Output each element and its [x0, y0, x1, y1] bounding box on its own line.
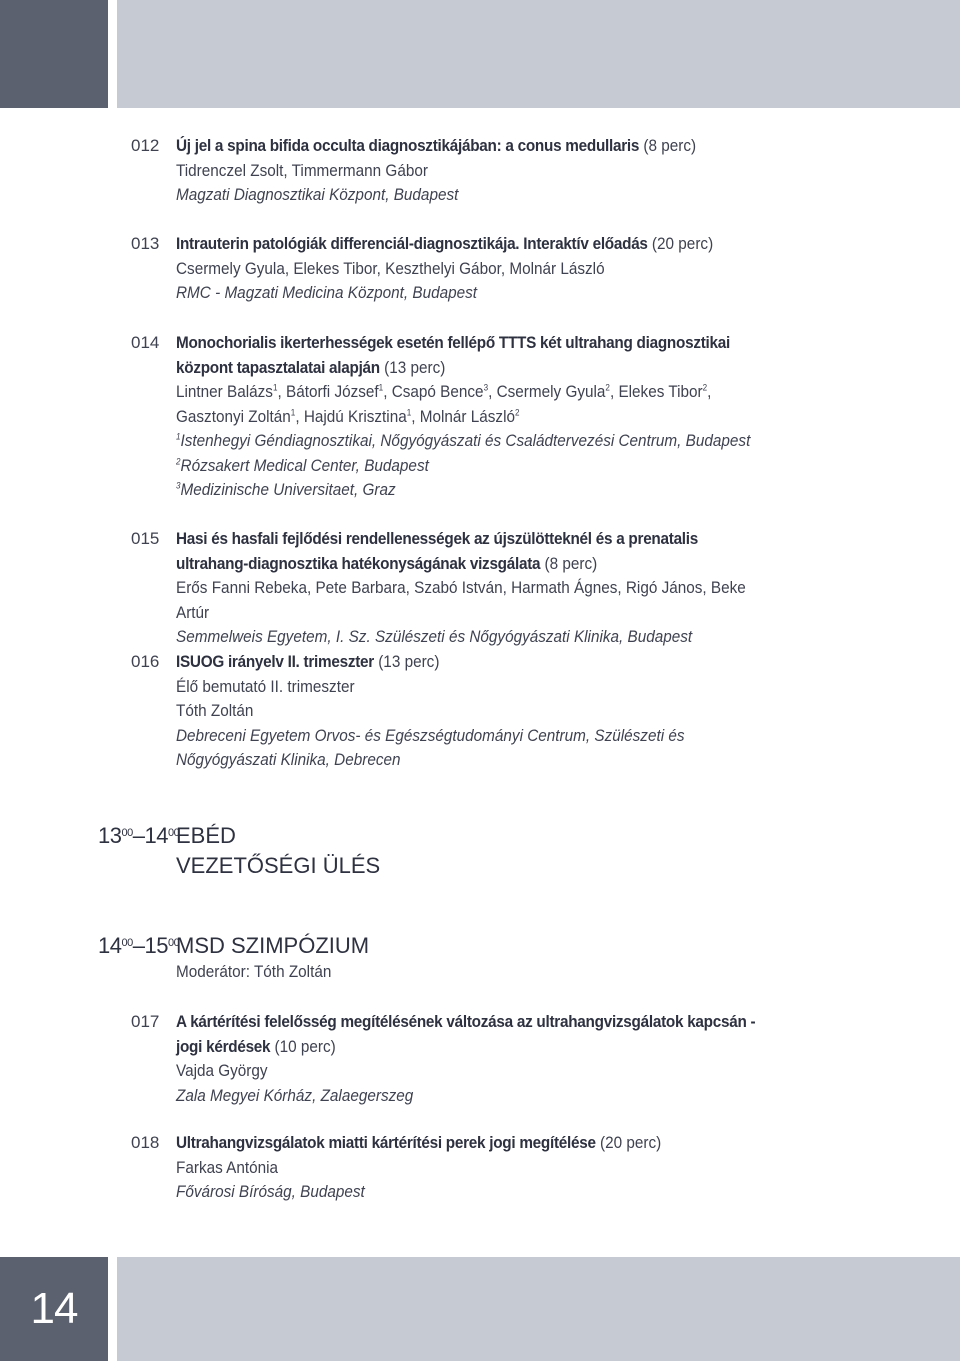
talk-number: 018	[131, 1133, 160, 1152]
talk-authors: Tóth Zoltán	[176, 701, 254, 720]
talk-duration: (20 perc)	[647, 234, 714, 253]
talk-015	[176, 527, 770, 650]
talk-duration: (13 perc)	[373, 652, 440, 671]
talk-affiliation: Debreceni Egyetem Orvos- és Egészségtudományi Centrum, Szülészeti és Nőgyógyászati Klinika, Debrecen	[176, 725, 685, 769]
talk-affiliation: RMC - Magzati Medicina Központ, Budapest	[176, 283, 478, 302]
talk-title: A kártérítési felelősség megítélésének változása az ultrahangvizsgálatok kapcsán - jogi kérdések	[176, 1012, 756, 1056]
talk-012	[176, 134, 770, 208]
talk-title: Ultrahangvizsgálatok miatti kártérítési perek jogi megítélése	[176, 1133, 596, 1152]
talk-title: ISUOG irányelv II. trimeszter	[176, 652, 374, 671]
talk-affiliation: Fővárosi Bíróság, Budapest	[176, 1182, 365, 1201]
talk-authors: Lintner Balázs$^1$, Bátorfi József$^1$, Csapó Bence$^3$, Csermely Gyula$^2$, Elekes Tibor$^2$, Gasztonyi Zoltán$^1$, Hajdú Krisztina$^1$, Molnár László$^2$	[176, 382, 712, 426]
talk-duration: (8 perc)	[540, 553, 598, 573]
talk-016	[176, 650, 770, 773]
talk-014	[176, 331, 770, 503]
talk-number: 015	[131, 529, 160, 548]
talk-subtitle: Élő bemutató II. trimeszter	[176, 676, 355, 696]
talk-authors: Erős Fanni Rebeka, Pete Barbara, Szabó István, Harmath Ágnes, Rigó János, Beke Artúr	[176, 578, 746, 622]
symposium-time: $14^{00}-15^{00}$	[98, 933, 180, 958]
talk-affiliation: Zala Megyei Kórház, Zalaegerszeg	[176, 1085, 414, 1105]
talk-013	[176, 232, 770, 306]
talk-title: Monochorialis ikerterhességek esetén fellépő TTTS két ultrahang diagnosztikai központ tapasztalatai alapján	[176, 333, 730, 377]
talk-duration: (10 perc)	[270, 1036, 336, 1056]
talk-authors: Farkas Antónia	[176, 1157, 279, 1177]
talk-017	[176, 1010, 770, 1108]
section-title-board: VEZETŐSÉGI ÜLÉS	[176, 853, 381, 878]
talk-affiliation: $^1$Istenhegyi Géndiagnosztikai, Nőgyógyászati és Családtervezési Centrum, Budapest	[176, 431, 751, 450]
talk-title: Hasi és hasfali fejlődési rendellenességek az újszülötteknél és a prenatalis ultrahang-diagnosztika hatékonyságának vizsgálata	[176, 529, 699, 573]
talk-title: Intrauterin patológiák differenciál-diagnosztikája. Interaktív előadás	[176, 234, 648, 253]
header-light-band	[117, 0, 960, 108]
talk-duration: (13 perc)	[379, 357, 446, 377]
talk-authors: Tidrenczel Zsolt, Timmermann Gábor	[176, 160, 428, 180]
section-title-lunch: EBÉD	[176, 823, 236, 848]
moderator: Moderátor: Tóth Zoltán	[176, 962, 332, 981]
lunch-time: $13^{00}-14^{00}$	[98, 823, 180, 848]
talk-authors: Vajda György	[176, 1061, 268, 1080]
section-title-symposium: MSD SZIMPÓZIUM	[176, 933, 370, 958]
talk-018	[176, 1131, 770, 1205]
talk-affiliation: $^2$Rózsakert Medical Center, Budapest	[176, 455, 429, 475]
talk-affiliation: Magzati Diagnosztikai Központ, Budapest	[176, 185, 459, 204]
talk-authors: Csermely Gyula, Elekes Tibor, Keszthelyi Gábor, Molnár László	[176, 258, 605, 278]
page-number: 14	[30, 1284, 78, 1333]
talk-number: 016	[131, 652, 160, 671]
talk-duration: (8 perc)	[639, 136, 697, 155]
talk-number: 013	[131, 234, 160, 253]
talk-affiliation: $^3$Medizinische Universitaet, Graz	[176, 480, 396, 499]
talk-duration: (20 perc)	[595, 1133, 662, 1152]
header-dark-block	[0, 0, 108, 108]
footer-light-band	[117, 1257, 960, 1361]
talk-number: 012	[131, 136, 160, 155]
talk-number: 017	[131, 1012, 160, 1031]
talk-affiliation: Semmelweis Egyetem, I. Sz. Szülészeti és Nőgyógyászati Klinika, Budapest	[176, 627, 693, 646]
talk-number: 014	[131, 333, 160, 352]
talk-title: Új jel a spina bifida occulta diagnosztikájában: a conus medullaris	[176, 136, 640, 155]
